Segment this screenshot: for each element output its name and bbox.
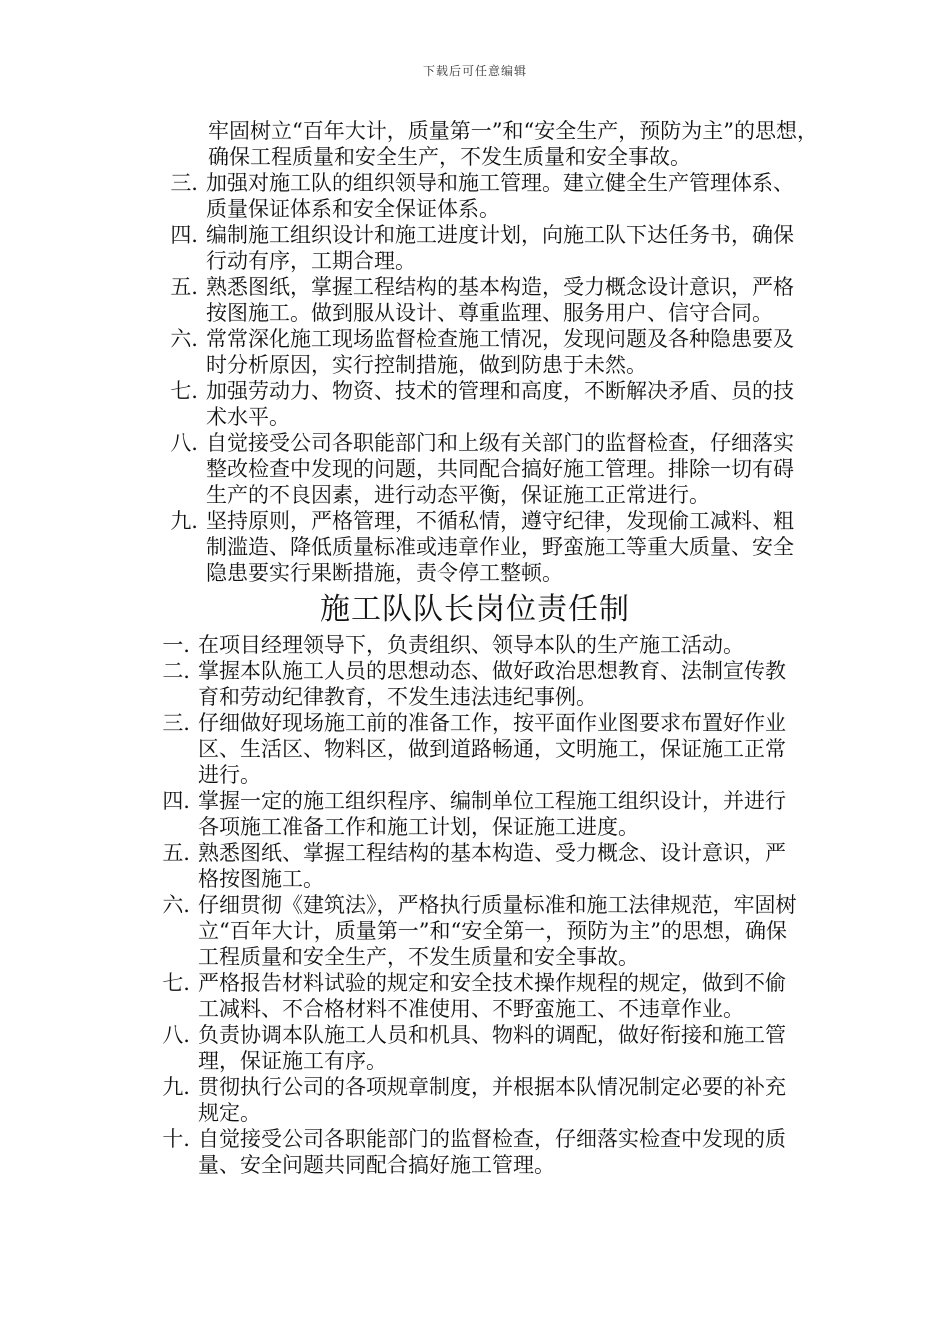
- section-title: 施工队队长岗位责任制: [320, 592, 630, 627]
- item-number: 八.: [170, 431, 198, 455]
- item-text: 自觉接受公司各职能部门和上级有关部门的监督检查，仔细落实整改检查中发现的问题，共同配合搞好施工管理。排除一切有碍生产的不良因素，进行动态平衡，保证施工正常进行。: [206, 431, 794, 507]
- item-text: 熟悉图纸，掌握工程结构的基本构造，受力概念设计意识，严格按图施工。做到服从设计、尊重监理、服务用户、信守合同。: [206, 275, 794, 325]
- item-text: 熟悉图纸、掌握工程结构的基本构造、受力概念、设计意识，严格按图施工。: [198, 841, 786, 891]
- item-text: 负责协调本队施工人员和机具、物料的调配，做好衔接和施工管理，保证施工有序。: [198, 1023, 786, 1073]
- list-item: [0, 970, 950, 1022]
- list-item: [0, 1074, 950, 1126]
- item-text: 自觉接受公司各职能部门的监督检查，仔细落实检查中发现的质量、安全问题共同配合搞好施工管理。: [198, 1127, 786, 1177]
- item-number: 五.: [162, 841, 190, 865]
- page-header: 下载后可任意编辑: [422, 64, 527, 78]
- list-item: [0, 840, 950, 892]
- item-text: 仔细贯彻《建筑法》，严格执行质量标准和施工法律规范，牢固树立“百年大计，质量第一”和“安全第一，预防为主”的思想，确保工程质量和安全生产，不发生质量和安全事故。: [198, 893, 797, 969]
- list-item: [0, 378, 950, 430]
- item-text: 在项目经理领导下，负责组织、领导本队的生产施工活动。: [198, 633, 744, 657]
- item-number: 九.: [162, 1075, 190, 1099]
- list-item: [0, 892, 950, 970]
- item-number: 四.: [162, 789, 190, 813]
- item-number: 三.: [162, 711, 190, 735]
- list-item: [0, 710, 950, 788]
- item-number: 六.: [170, 327, 198, 351]
- item-number: 九.: [170, 509, 198, 533]
- item-number: 二.: [162, 659, 190, 683]
- item-number: 十.: [162, 1127, 190, 1151]
- list-item: [0, 274, 950, 326]
- item-text: 仔细做好现场施工前的准备工作，按平面作业图要求布置好作业区、生活区、物料区，做到道路畅通，文明施工，保证施工正常进行。: [198, 711, 786, 787]
- item-text: 加强对施工队的组织领导和施工管理。建立健全生产管理体系、质量保证体系和安全保证体系。: [206, 171, 794, 221]
- list-item: [0, 632, 950, 658]
- item-text: 坚持原则，严格管理，不循私情，遵守纪律，发现偷工减料、粗制滥造、降低质量标准或违章作业，野蛮施工等重大质量、安全隐患要实行果断措施，责令停工整顿。: [206, 509, 794, 585]
- item-text: 常常深化施工现场监督检查施工情况，发现问题及各种隐患要及时分析原因，实行控制措施，做到防患于未然。: [206, 327, 794, 377]
- duty-list-2: [0, 632, 950, 1178]
- list-item: [0, 170, 950, 222]
- item-text: 贯彻执行公司的各项规章制度，并根据本队情况制定必要的补充规定。: [198, 1075, 786, 1125]
- item-number: 七.: [162, 971, 190, 995]
- continued-paragraph: 牢固树立“百年大计，质量第一”和“安全生产，预防为主”的思想，确保工程质量和安全生产，不发生质量和安全事故。: [208, 119, 818, 169]
- list-item: [0, 222, 950, 274]
- item-text: 掌握本队施工人员的思想动态、做好政治思想教育、法制宣传教育和劳动纪律教育，不发生违法违纪事例。: [198, 659, 786, 709]
- list-item: [0, 508, 950, 586]
- item-number: 六.: [162, 893, 190, 917]
- item-text: 加强劳动力、物资、技术的管理和高度，不断解决矛盾、员的技术水平。: [206, 379, 794, 429]
- item-text: 编制施工组织设计和施工进度计划，向施工队下达任务书，确保行动有序，工期合理。: [206, 223, 794, 273]
- item-number: 四.: [170, 223, 198, 247]
- list-item: [0, 658, 950, 710]
- item-number: 三.: [170, 171, 198, 195]
- duty-list-1: [0, 170, 950, 586]
- item-text: 严格报告材料试验的规定和安全技术操作规程的规定，做到不偷工减料、不合格材料不准使用、不野蛮施工、不违章作业。: [198, 971, 786, 1021]
- item-number: 七.: [170, 379, 198, 403]
- item-number: 一.: [162, 633, 190, 657]
- list-item: [0, 788, 950, 840]
- item-number: 五.: [170, 275, 198, 299]
- list-item: [0, 326, 950, 378]
- list-item: [0, 1126, 950, 1178]
- item-text: 掌握一定的施工组织程序、编制单位工程施工组织设计，并进行各项施工准备工作和施工计划，保证施工进度。: [198, 789, 786, 839]
- list-item: [0, 1022, 950, 1074]
- document-body: [0, 118, 950, 1178]
- item-number: 八.: [162, 1023, 190, 1047]
- list-item: [0, 430, 950, 508]
